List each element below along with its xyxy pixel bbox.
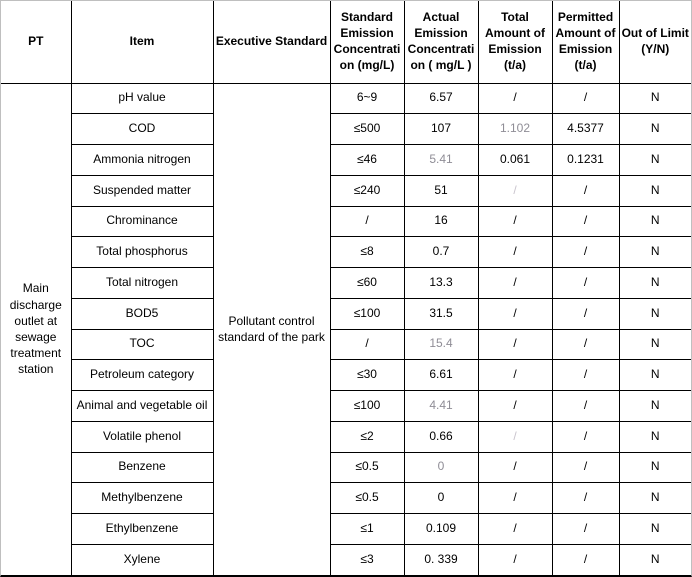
item-cell: Xylene (71, 544, 213, 575)
header-total-amount-emission: Total Amount of Emission (t/a) (478, 1, 552, 83)
actual-cell: 107 (404, 114, 478, 145)
out-of-limit-cell: N (619, 391, 691, 422)
out-of-limit-cell: N (619, 329, 691, 360)
standard-cell: ≤0.5 (330, 483, 404, 514)
standard-cell: ≤2 (330, 421, 404, 452)
actual-cell: 0.7 (404, 237, 478, 268)
item-cell: pH value (71, 83, 213, 114)
item-cell: Suspended matter (71, 175, 213, 206)
item-cell: Benzene (71, 452, 213, 483)
executive-standard-merged-cell: Pollutant control standard of the park (213, 83, 330, 575)
actual-cell: 13.3 (404, 268, 478, 299)
permitted-cell: / (552, 298, 619, 329)
item-cell: Total phosphorus (71, 237, 213, 268)
table-row (1, 329, 691, 360)
standard-cell: ≤60 (330, 268, 404, 299)
table-row (1, 421, 691, 452)
table-row (1, 114, 691, 145)
total-cell: 1.102 (478, 114, 552, 145)
header-out-of-limit: Out of Limit (Y/N) (619, 1, 691, 83)
out-of-limit-cell: N (619, 514, 691, 545)
standard-cell: ≤0.5 (330, 452, 404, 483)
out-of-limit-cell: N (619, 83, 691, 114)
total-cell: / (478, 268, 552, 299)
standard-cell: ≤1 (330, 514, 404, 545)
item-cell: Animal and vegetable oil (71, 391, 213, 422)
out-of-limit-cell: N (619, 145, 691, 176)
permitted-cell: / (552, 483, 619, 514)
permitted-cell: / (552, 329, 619, 360)
permitted-cell: / (552, 83, 619, 114)
total-cell: / (478, 83, 552, 114)
table-row (1, 360, 691, 391)
total-cell: / (478, 452, 552, 483)
item-cell: TOC (71, 329, 213, 360)
actual-cell: 6.61 (404, 360, 478, 391)
table-row (1, 145, 691, 176)
out-of-limit-cell: N (619, 452, 691, 483)
standard-cell: ≤8 (330, 237, 404, 268)
standard-cell: ≤500 (330, 114, 404, 145)
actual-cell: 4.41 (404, 391, 478, 422)
standard-cell: ≤46 (330, 145, 404, 176)
total-cell: 0.061 (478, 145, 552, 176)
total-cell: / (478, 421, 552, 452)
permitted-cell: / (552, 514, 619, 545)
actual-cell: 0.66 (404, 421, 478, 452)
emission-table (1, 1, 691, 576)
actual-cell: 51 (404, 175, 478, 206)
out-of-limit-cell: N (619, 175, 691, 206)
actual-cell: 0 (404, 452, 478, 483)
header-actual-emission-concentration: Actual Emission Concentration ( mg/L ) (404, 1, 478, 83)
total-cell: / (478, 175, 552, 206)
standard-cell: / (330, 206, 404, 237)
table-row (1, 514, 691, 545)
item-cell: Ethylbenzene (71, 514, 213, 545)
out-of-limit-cell: N (619, 114, 691, 145)
header-item: Item (71, 1, 213, 83)
permitted-cell: / (552, 268, 619, 299)
actual-cell: 0. 339 (404, 544, 478, 575)
out-of-limit-cell: N (619, 268, 691, 299)
out-of-limit-cell: N (619, 421, 691, 452)
out-of-limit-cell: N (619, 544, 691, 575)
header-row (1, 1, 691, 83)
actual-cell: 6.57 (404, 83, 478, 114)
total-cell: / (478, 360, 552, 391)
actual-cell: 0.109 (404, 514, 478, 545)
permitted-cell: 4.5377 (552, 114, 619, 145)
actual-cell: 31.5 (404, 298, 478, 329)
header-permitted-amount-emission: Permitted Amount of Emission (t/a) (552, 1, 619, 83)
table-row (1, 237, 691, 268)
permitted-cell: / (552, 421, 619, 452)
out-of-limit-cell: N (619, 237, 691, 268)
standard-cell: ≤30 (330, 360, 404, 391)
pt-merged-cell: Main discharge outlet at sewage treatment station (1, 83, 71, 575)
total-cell: / (478, 298, 552, 329)
actual-cell: 15.4 (404, 329, 478, 360)
standard-cell: ≤100 (330, 298, 404, 329)
actual-cell: 16 (404, 206, 478, 237)
permitted-cell: / (552, 175, 619, 206)
total-cell: / (478, 206, 552, 237)
out-of-limit-cell: N (619, 206, 691, 237)
actual-cell: 0 (404, 483, 478, 514)
item-cell: Methylbenzene (71, 483, 213, 514)
total-cell: / (478, 514, 552, 545)
standard-cell: / (330, 329, 404, 360)
total-cell: / (478, 329, 552, 360)
standard-cell: ≤240 (330, 175, 404, 206)
header-standard-emission-concentration: Standard Emission Concentration (mg/L) (330, 1, 404, 83)
permitted-cell: / (552, 206, 619, 237)
permitted-cell: / (552, 237, 619, 268)
permitted-cell: / (552, 544, 619, 575)
table-row (1, 452, 691, 483)
table-row (1, 268, 691, 299)
total-cell: / (478, 391, 552, 422)
item-cell: Chrominance (71, 206, 213, 237)
total-cell: / (478, 483, 552, 514)
standard-cell: 6~9 (330, 83, 404, 114)
out-of-limit-cell: N (619, 483, 691, 514)
total-cell: / (478, 237, 552, 268)
out-of-limit-cell: N (619, 360, 691, 391)
table-row (1, 544, 691, 575)
item-cell: COD (71, 114, 213, 145)
header-executive-standard: Executive Standard (213, 1, 330, 83)
header-pt: PT (1, 1, 71, 83)
item-cell: Total nitrogen (71, 268, 213, 299)
item-cell: Petroleum category (71, 360, 213, 391)
item-cell: Volatile phenol (71, 421, 213, 452)
standard-cell: ≤100 (330, 391, 404, 422)
table-row (1, 206, 691, 237)
table-row (1, 391, 691, 422)
permitted-cell: / (552, 360, 619, 391)
table-row (1, 483, 691, 514)
permitted-cell: 0.1231 (552, 145, 619, 176)
item-cell: BOD5 (71, 298, 213, 329)
permitted-cell: / (552, 391, 619, 422)
table-row (1, 175, 691, 206)
table-row (1, 83, 691, 114)
out-of-limit-cell: N (619, 298, 691, 329)
table-row (1, 298, 691, 329)
standard-cell: ≤3 (330, 544, 404, 575)
permitted-cell: / (552, 452, 619, 483)
actual-cell: 5.41 (404, 145, 478, 176)
total-cell: / (478, 544, 552, 575)
item-cell: Ammonia nitrogen (71, 145, 213, 176)
